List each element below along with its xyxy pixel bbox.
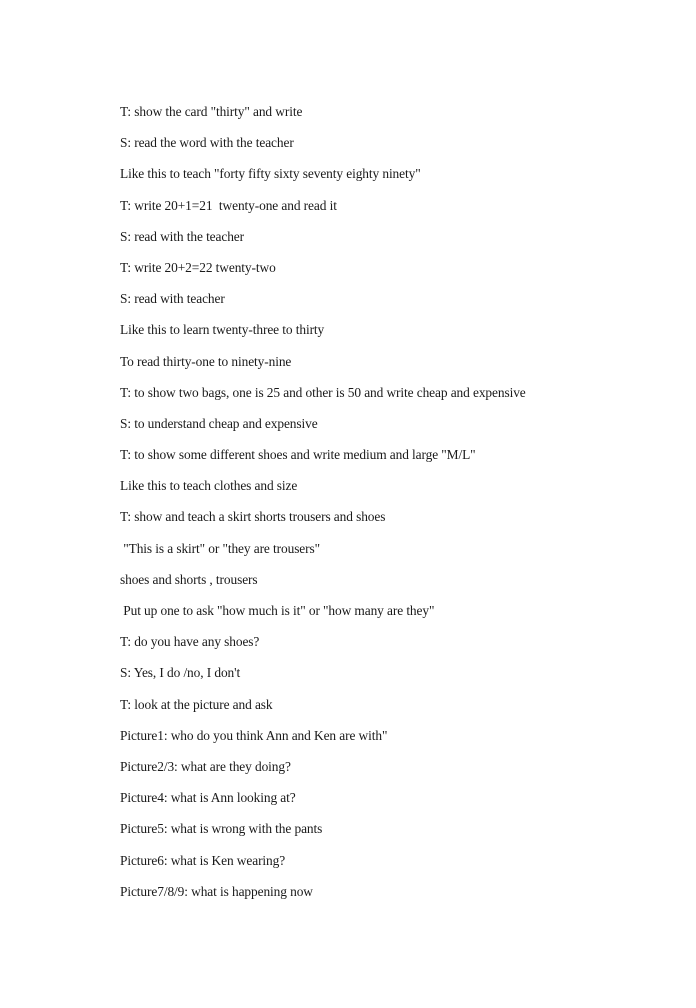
- text-line: T: show the card "thirty" and write: [120, 104, 303, 119]
- text-line: T: write 20+1=21 twenty-one and read it: [120, 197, 337, 213]
- text-line: S: read the word with the teacher: [120, 135, 294, 151]
- text-line: T: look at the picture and ask: [120, 696, 273, 712]
- text-line: S: read with the teacher: [120, 228, 245, 244]
- text-line: To read thirty-one to ninety-nine: [120, 353, 292, 369]
- text-line: Picture7/8/9: what is happening now: [120, 883, 313, 899]
- text-line: T: show and teach a skirt shorts trousers and shoes: [120, 509, 386, 525]
- text-line: S: to understand cheap and expensive: [120, 415, 318, 431]
- text-line: "This is a skirt" or "they are trousers": [120, 540, 320, 556]
- text-line: T: write 20+2=22 twenty-two: [120, 259, 276, 275]
- text-line: Picture5: what is wrong with the pants: [120, 821, 323, 837]
- text-line: Picture1: who do you think Ann and Ken are with": [120, 727, 388, 743]
- text-line: Picture6: what is Ken wearing?: [120, 852, 286, 868]
- text-line: shoes and shorts , trousers: [120, 571, 258, 587]
- text-line: T: to show some different shoes and write medium and large "M/L": [120, 447, 476, 463]
- text-line: Picture2/3: what are they doing?: [120, 758, 291, 774]
- text-line: S: read with teacher: [120, 291, 225, 307]
- text-line: Like this to learn twenty-three to thirty: [120, 322, 325, 338]
- text-line: S: Yes, I do /no, I don't: [120, 665, 241, 681]
- text-line: Picture4: what is Ann looking at?: [120, 790, 296, 806]
- text-line: T: do you have any shoes?: [120, 634, 260, 650]
- lesson-text: [120, 103, 680, 914]
- text-line: Put up one to ask "how much is it" or "how many are they": [120, 603, 435, 618]
- text-line: Like this to teach clothes and size: [120, 478, 298, 494]
- text-line: T: to show two bags, one is 25 and other is 50 and write cheap and expensive: [120, 384, 526, 400]
- text-line: Like this to teach "forty fifty sixty seventy eighty ninety": [120, 166, 421, 182]
